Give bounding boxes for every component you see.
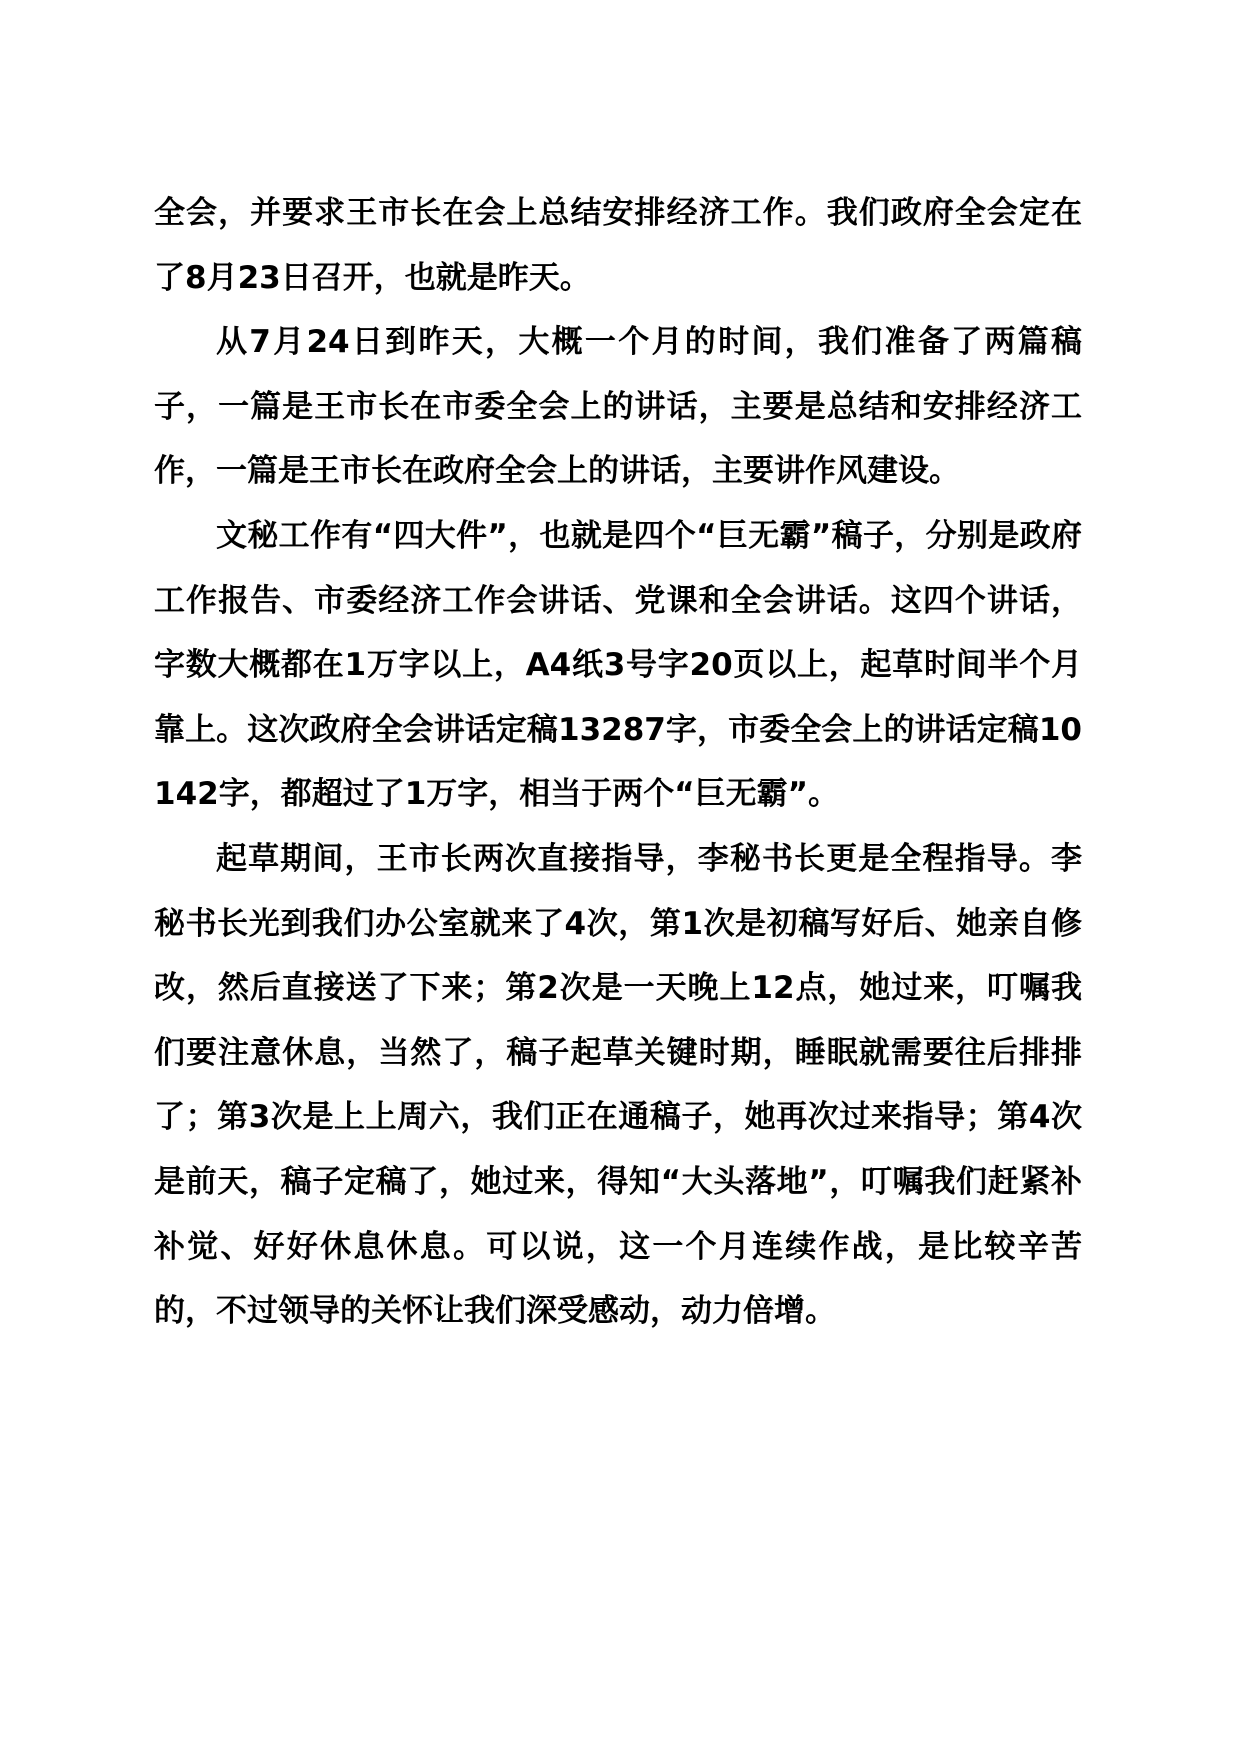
document-body <box>154 181 1082 1344</box>
paragraph-3: 文秘工作有“四大件”，也就是四个“巨无霸”稿子，分别是政府工作报告、市委经济工作会讲话、党课和全会讲话。这四个讲话，字数大概都在1万字以上，A4纸3号字20页以上，起草时间半个月靠上。这次政府全会讲话定稿13287字，市委全会上的讲话定稿10142字，都超过了1万字，相当于两个“巨无霸”。 <box>154 517 1082 813</box>
paragraph-4: 起草期间，王市长两次直接指导，李秘书长更是全程指导。李秘书长光到我们办公室就来了4次，第1次是初稿写好后、她亲自修改，然后直接送了下来；第2次是一天晚上12点，她过来，叮嘱我们要注意休息，当然了，稿子起草关键时期，睡眠就需要往后排排了；第3次是上上周六，我们正在通稿子，她再次过来指导；第4次是前天，稿子定稿了，她过来，得知“大头落地”，叮嘱我们赶紧补补觉、好好休息休息。可以说，这一个月连续作战，是比较辛苦的，不过领导的关怀让我们深受感动，动力倍增。 <box>154 840 1082 1330</box>
paragraph-2: 从7月24日到昨天，大概一个月的时间，我们准备了两篇稿子，一篇是王市长在市委全会上的讲话，主要是总结和安排经济工作，一篇是王市长在政府全会上的讲话，主要讲作风建设。 <box>154 324 1082 490</box>
paragraph-1: 全会，并要求王市长在会上总结安排经济工作。我们政府全会定在了8月23日召开，也就是昨天。 <box>154 195 1082 296</box>
